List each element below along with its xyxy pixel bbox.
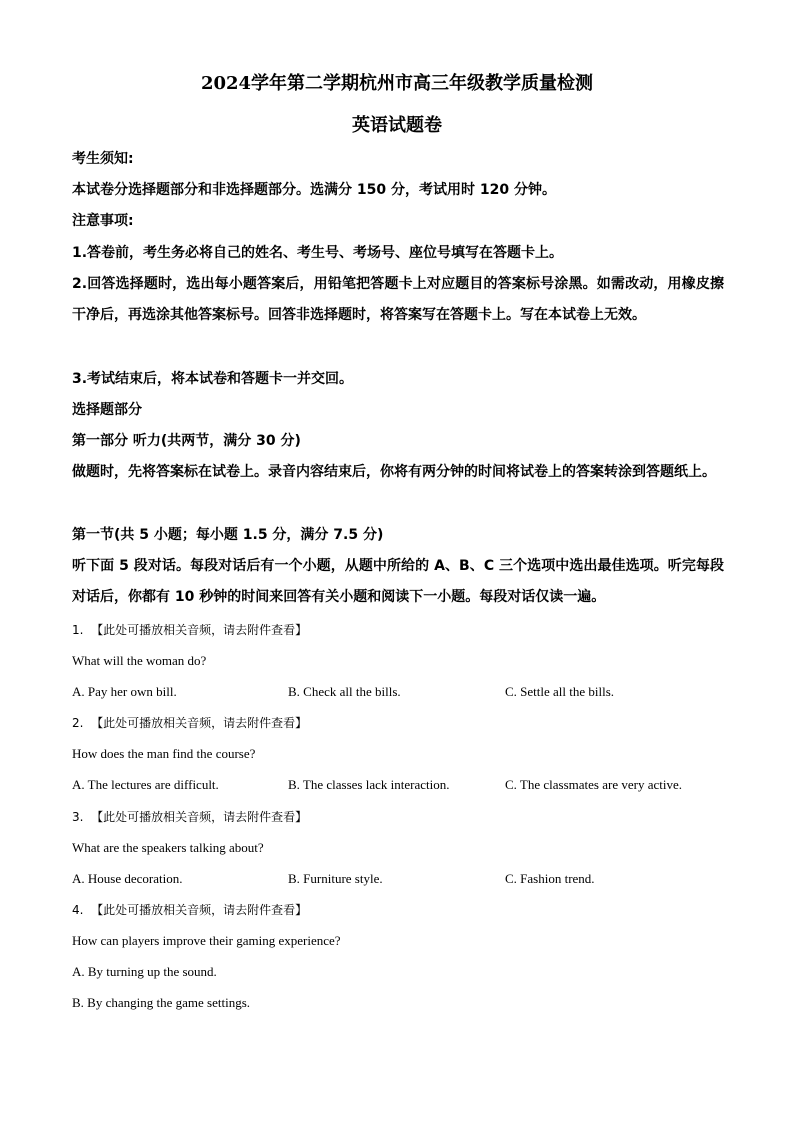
exam-title: 2024学年第二学期杭州市高三年级教学质量检测 bbox=[200, 73, 594, 94]
notice-item-3: 3.考试结束后，将本试卷和答题卡一并交回。 bbox=[72, 371, 354, 387]
question-stem: What will the woman do? bbox=[72, 653, 207, 668]
audio-note: 【此处可播放相关音频，请去附件查看】 bbox=[91, 903, 308, 917]
question-number: 3. bbox=[72, 810, 84, 824]
option-c: C. The classmates are very active. bbox=[505, 777, 682, 792]
question-stem: How does the man find the course? bbox=[72, 746, 256, 761]
part1-instruction: 做题时，先将答案标在试卷上。录音内容结束后，你将有两分钟的时间将试卷上的答案转涂到答题纸上。 bbox=[72, 464, 716, 480]
question-number: 4. bbox=[72, 903, 84, 917]
question-header bbox=[72, 620, 307, 640]
option-a: A. The lectures are difficult. bbox=[72, 777, 219, 792]
question-stem: How can players improve their gaming experience? bbox=[72, 933, 341, 948]
notice-item-1: 1.答卷前，考生务必将自己的姓名、考生号、考场号、座位号填写在答题卡上。 bbox=[72, 245, 564, 261]
notice-heading: 考生须知: bbox=[72, 151, 134, 167]
attention-heading: 注意事项: bbox=[72, 213, 134, 229]
option-b: B. Furniture style. bbox=[288, 871, 383, 886]
question-header bbox=[72, 900, 307, 920]
question-number: 2. bbox=[72, 716, 84, 730]
part1-title: 第一部分 听力(共两节，满分 30 分) bbox=[72, 433, 301, 449]
part-label: 选择题部分 bbox=[72, 402, 142, 418]
audio-note: 【此处可播放相关音频，请去附件查看】 bbox=[91, 716, 308, 730]
notice-item-2: 2.回答选择题时，选出每小题答案后，用铅笔把答题卡上对应题目的答案标号涂黑。如需改动，用橡皮擦干净后，再选涂其他答案标号。回答非选择题时，将答案写在答题卡上。写在本试卷上无效。 bbox=[72, 276, 724, 323]
option-c: C. Settle all the bills. bbox=[505, 684, 615, 699]
question-header bbox=[72, 807, 307, 827]
audio-note: 【此处可播放相关音频，请去附件查看】 bbox=[91, 623, 308, 637]
question-number: 1. bbox=[72, 623, 84, 637]
option-a: A. Pay her own bill. bbox=[72, 684, 177, 699]
notice-intro: 本试卷分选择题部分和非选择题部分。选满分 150 分，考试用时 120 分钟。 bbox=[72, 182, 556, 198]
audio-note: 【此处可播放相关音频，请去附件查看】 bbox=[91, 810, 308, 824]
section1-title: 第一节(共 5 小题；每小题 1.5 分，满分 7.5 分) bbox=[72, 527, 384, 543]
question-header bbox=[72, 713, 307, 733]
section1-instruction: 听下面 5 段对话。每段对话后有一个小题，从题中所给的 A、B、C 三个选项中选出最佳选项。听完每段对话后，你都有 10 秒钟的时间来回答有关小题和阅读下一小题。每段对话仅读一遍。 bbox=[72, 558, 724, 605]
option-c: C. Fashion trend. bbox=[505, 871, 595, 886]
question-stem: What are the speakers talking about? bbox=[72, 840, 264, 855]
option-b: B. Check all the bills. bbox=[288, 684, 401, 699]
option-b: B. The classes lack interaction. bbox=[288, 777, 450, 792]
option-b: B. By changing the game settings. bbox=[72, 995, 251, 1010]
option-a: A. By turning up the sound. bbox=[72, 964, 217, 979]
exam-subtitle: 英语试题卷 bbox=[352, 115, 442, 136]
option-a: A. House decoration. bbox=[72, 871, 183, 886]
